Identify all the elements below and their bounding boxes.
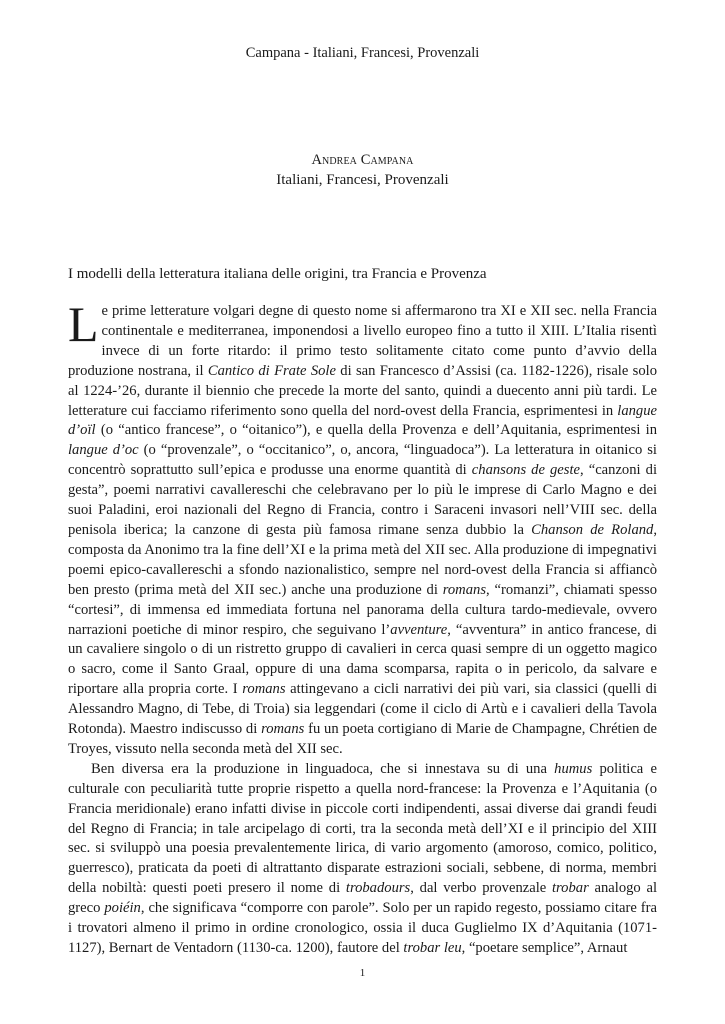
italic-term: romans: [242, 681, 286, 698]
italic-term: romans: [261, 721, 305, 738]
italic-term: langue d’oïl: [68, 402, 657, 439]
author-name: Andrea Campana: [311, 152, 414, 168]
drop-cap: L: [68, 296, 99, 352]
document-title: Italiani, Francesi, Provenzali: [276, 172, 449, 188]
text-run: , “avventura” in antico francese, di un cavaliere singolo o di un ristretto gruppo di cavalieri in cerca quasi sempre di un oggetto magico o sacro, come il Santo Graal, oppure di una dama scomparsa, rapita o in pericolo, da salvare e riportare alla propria corte. I: [68, 621, 657, 698]
text-run: attingevano a cicli narrativi dei più vari, sia classici (quelli di Alessandro Magno, di Tebe, di Troia) sia leggendari (come il ciclo di Artù e i cavalieri della Tavola Rotonda). Maestro indiscusso di: [68, 681, 657, 738]
italic-term: trobar leu: [403, 940, 462, 956]
page-number: 1: [359, 967, 366, 979]
paragraph-2: [68, 760, 657, 959]
italic-term: poiéin: [104, 900, 141, 917]
text-run: Ben diversa era la produzione in linguadoca, che si innestava su di una: [91, 760, 555, 777]
text-run: , dal verbo provenzale: [410, 880, 552, 897]
italic-term: humus: [554, 760, 593, 777]
italic-term: avventure: [390, 621, 448, 638]
text-run: politica e culturale con peculiarità tutte proprie rispetto a quella nord-francese: la Provenza e l’Aquitania (o Francia meridionale) erano infatti divise in piccole corti indipendenti, assai diverse dai grandi feudi del Regno di Francia; in tale arcipelago di corti, tra la seconda metà dell’XI e il principio del XIII sec. si sviluppò una poesia prevalentemente lirica, di vario argomento (amoroso, comico, politico, guerresco), praticata da poeti di altrattanto disparate estrazioni sociali, sebbene, di norma, membri della nobiltà: questi poeti presero il nome di: [68, 760, 657, 897]
italic-term: chansons de geste: [471, 462, 581, 479]
section-heading: I modelli della letteratura italiana delle origini, tra Francia e Provenza: [68, 266, 487, 282]
italic-title: Cantico di Frate Sole: [207, 362, 336, 379]
text-run: , “canzoni di gesta”, poemi narrativi cavallereschi che celebravano per lo più le imprese di Carlo Magno e dei suoi Paladini, eroi nazionali del Regno di Francia, contro i Saraceni invasori nell’VIII sec. della penisola iberica; la canzone di gesta più famosa rimane senza dubbio la: [68, 462, 657, 538]
italic-term: trobar: [551, 880, 589, 897]
body-text: [68, 296, 657, 959]
text-run: di san Francesco d’Assisi (ca. 1182-1226), risale solo al 1224-’26, durante il biennio che precede la morte del santo, quindi a duecento anni più tardi. Le letterature cui facciamo riferimento sono quella del nord-ovest della Francia, esprimentesi in: [68, 362, 657, 419]
text-run: , composta da Anonimo tra la fine dell’XI e la prima metà del XII sec. Alla produzione di impegnativi poemi epico-cavallereschi a sfondo nazionalistico, sempre nel nord-ovest della Francia si affiancò ben presto (prima metà del XII sec.) anche una produzione di: [68, 521, 657, 598]
italic-term: trobadours: [345, 880, 411, 897]
paragraph-1: [68, 296, 657, 760]
text-run: , “poetare semplice”, Arnaut: [461, 940, 628, 956]
text-run: (o “antico francese”, o “oitanico”), e quella della Provenza e dell’Aquitania, esprimentesi in: [95, 422, 657, 439]
italic-term: romans: [442, 581, 486, 598]
italic-title: Chanson de Roland: [531, 521, 654, 538]
italic-term: langue d’oc: [68, 442, 139, 459]
running-header: Campana - Italiani, Francesi, Provenzali: [245, 45, 480, 61]
text-run: analogo al greco: [68, 880, 657, 917]
text-run: fu un poeta cortigiano di Marie de Champagne, Chrétien de Troyes, vissuto nella seconda metà del XII sec.: [68, 721, 657, 757]
text-run: , che significava “comporre con parole”. Solo per un rapido regesto, possiamo citare fra i trovatori almeno il primo in ordine cronologico, ossia il duca Guglielmo IX d’Aquitania (1071-1127), Bernart de Ventadorn (1130-ca. 1200), fautore del: [68, 900, 657, 956]
text-run: , “romanzi”, chiamati spesso “cortesi”, di immensa ed immediata fortuna nel panorama della cultura tardo-medievale, ovvero narrazioni poetiche di minor respiro, che seguivano l’: [68, 581, 657, 638]
text-run: (o “provenzale”, o “occitanico”, o, ancora, “linguadoca”). La letteratura in oitanico si concentrò soprattutto sull’epica e produsse una enorme quantità di: [68, 442, 657, 479]
text-run: e prime letterature volgari degne di questo nome si affermarono tra XI e XII sec. nella Francia continentale e mediterranea, imponendosi a livello europeo fino a tutto il XIII. L’Italia risentì invece di un forte ritardo: il primo testo solitamente citato come punto d’avvio della produzione nostrana, il: [68, 303, 657, 379]
